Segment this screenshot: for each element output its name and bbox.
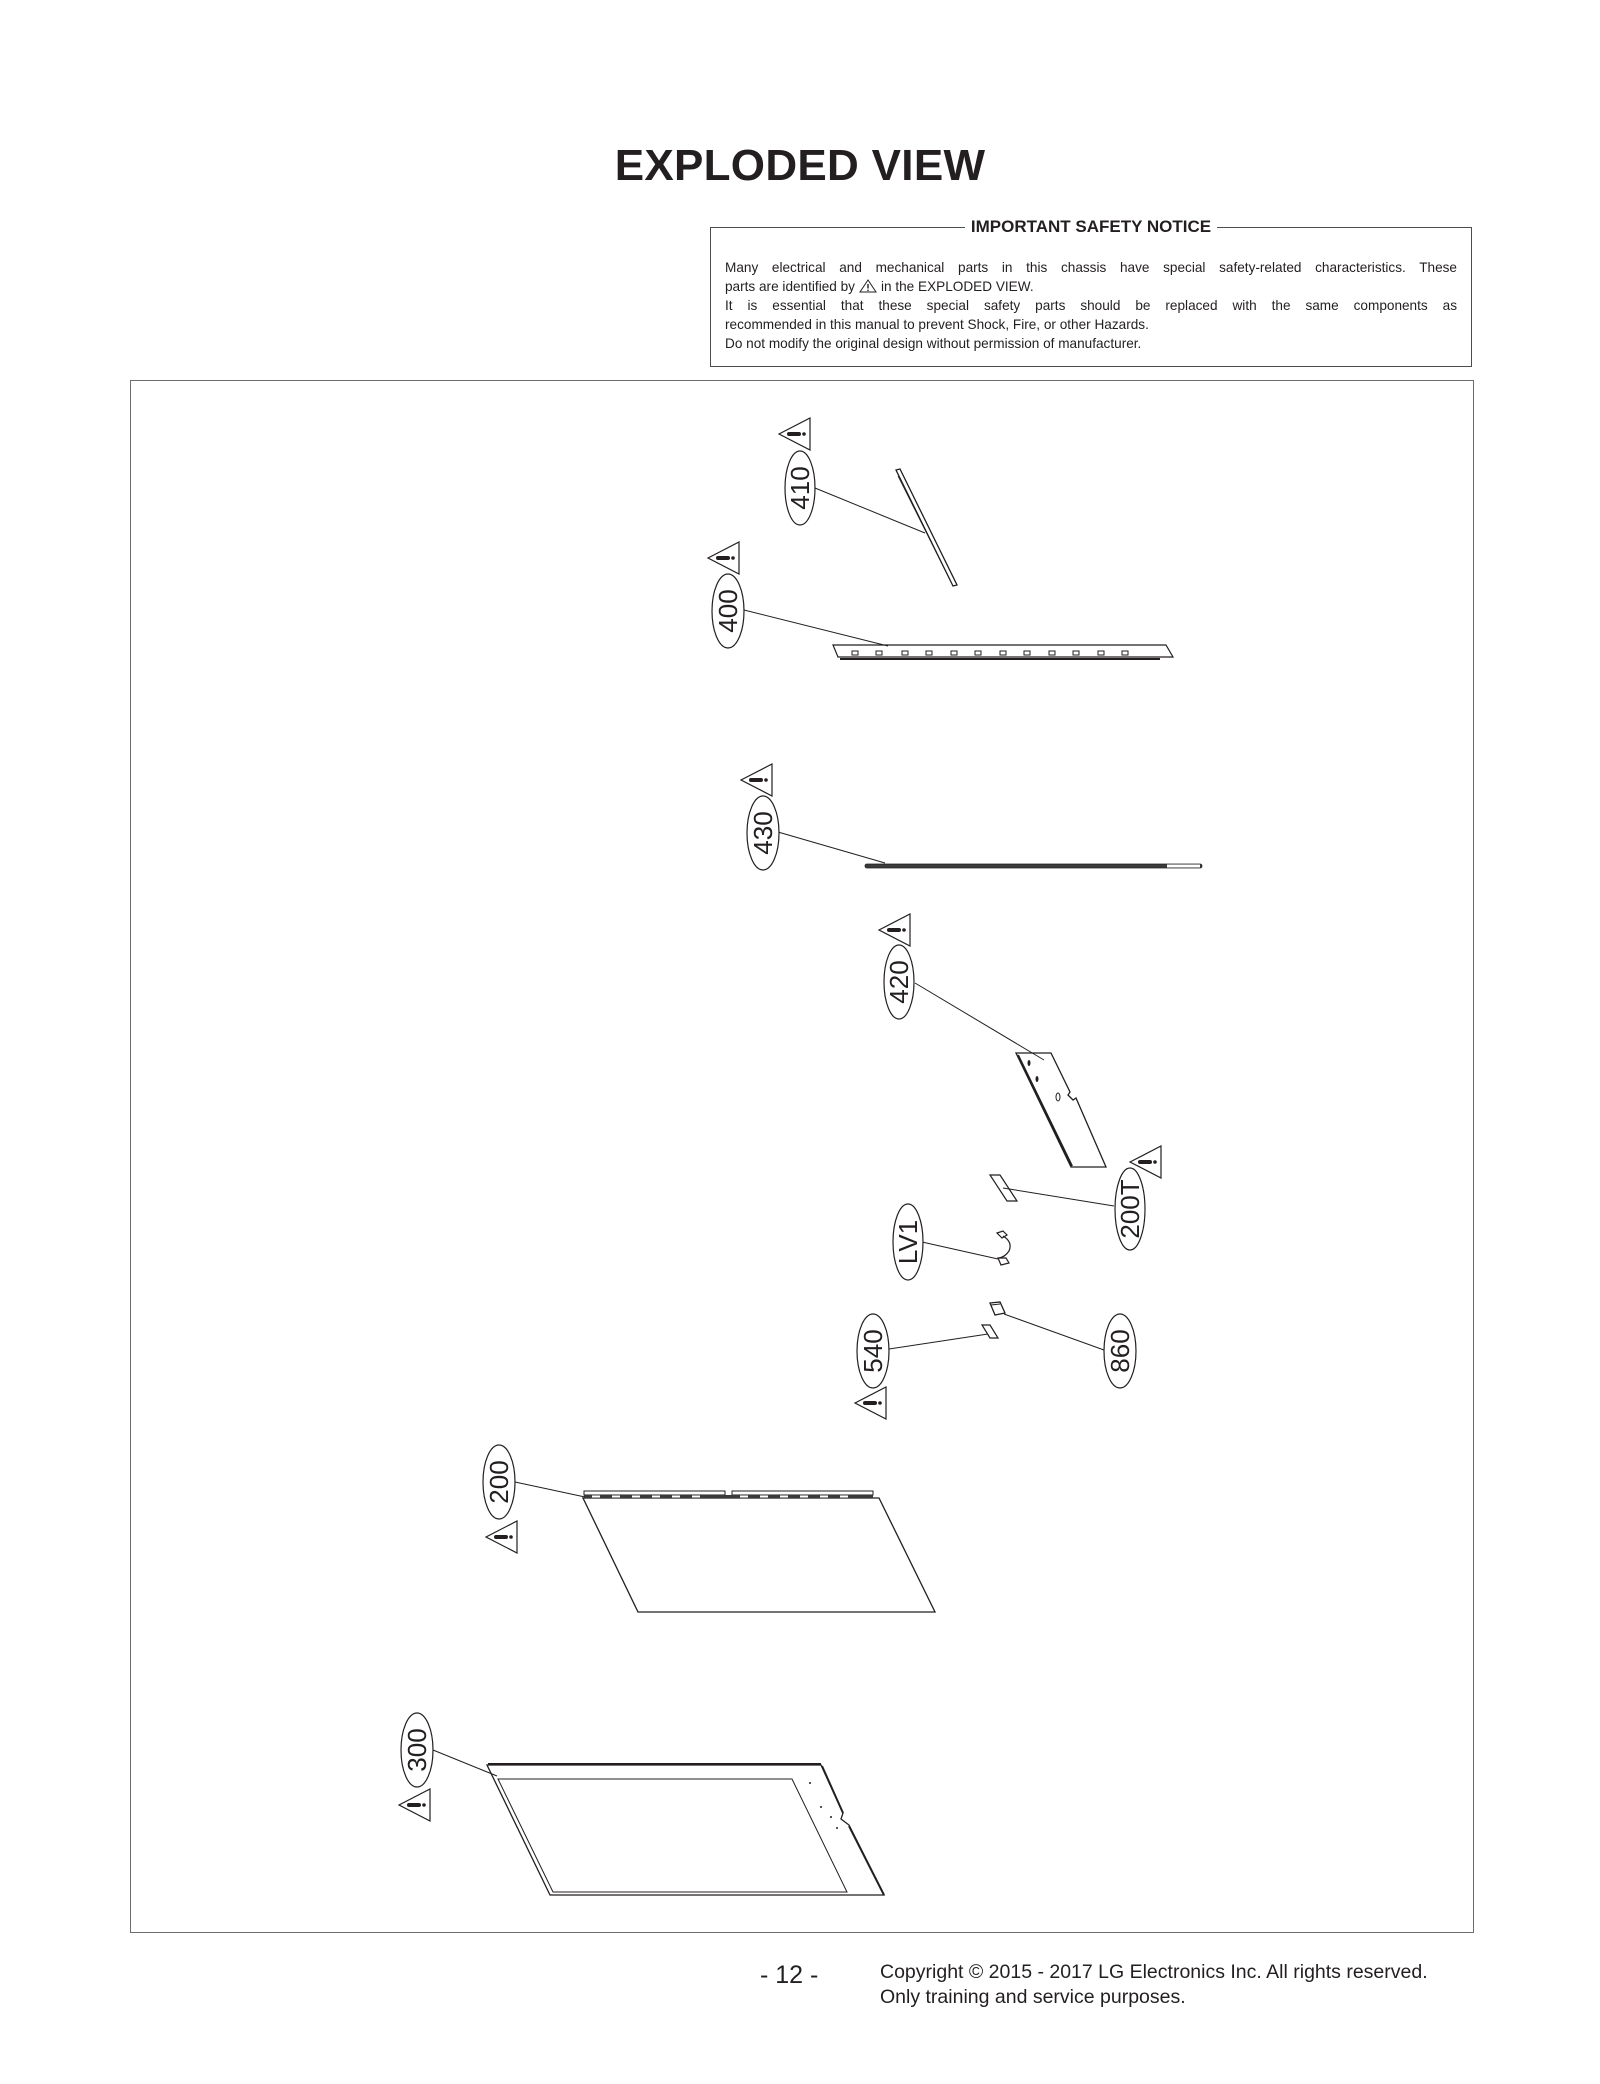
part-LV1[interactable] (997, 1231, 1010, 1265)
callout-label: LV1 (893, 1219, 923, 1265)
leader-540 (889, 1334, 988, 1349)
callout-200T[interactable] (1115, 1168, 1145, 1250)
callout-300[interactable] (401, 1713, 433, 1787)
part-430[interactable] (865, 864, 1202, 868)
part-300[interactable] (487, 1764, 884, 1895)
notice-line-2-end: in the EXPLODED VIEW. (880, 279, 1034, 294)
callout-label: 540 (858, 1329, 888, 1373)
part-420[interactable] (1016, 1053, 1106, 1167)
leader-LV1 (922, 1242, 998, 1259)
callout-430[interactable] (747, 796, 779, 870)
callout-200[interactable] (483, 1445, 515, 1519)
warning-triangle-icon (855, 1387, 886, 1419)
copyright-line-2: Only training and service purposes. (880, 1986, 1186, 2008)
part-860[interactable] (990, 1302, 1005, 1315)
leader-200T (1003, 1188, 1114, 1206)
notice-line-3: It is essential that these special safety parts should be replaced with the same components as (725, 298, 1457, 313)
callout-410[interactable] (785, 451, 815, 525)
warning-triangle-icon (708, 542, 739, 574)
part-540[interactable] (982, 1325, 998, 1338)
copyright-notice (880, 1960, 1428, 2010)
copyright-line-1: Copyright © 2015 - 2017 LG Electronics Inc. All rights reserved. (880, 1961, 1428, 1983)
callout-label: 200T (1115, 1179, 1145, 1239)
callout-label: 400 (713, 589, 743, 633)
part-400[interactable] (833, 645, 1173, 659)
warning-triangle-icon (741, 764, 772, 796)
safety-notice-heading: IMPORTANT SAFETY NOTICE (965, 217, 1217, 236)
callout-label: 200 (484, 1460, 514, 1504)
warning-triangle-icon (486, 1521, 517, 1553)
warning-triangle-icon (879, 914, 910, 946)
leader-200 (515, 1482, 585, 1497)
leader-400 (744, 610, 888, 646)
callout-540[interactable] (857, 1314, 889, 1388)
callout-label: 410 (785, 466, 815, 510)
callout-label: 420 (884, 960, 914, 1004)
part-200[interactable] (583, 1491, 935, 1612)
notice-line-1: Many electrical and mechanical parts in this chassis have special safety-related characteristics. These (725, 260, 1457, 275)
leader-860 (1004, 1314, 1104, 1350)
notice-line-5: Do not modify the original design without permission of manufacturer. (725, 336, 1142, 351)
callout-label: 300 (402, 1728, 432, 1772)
callout-400[interactable] (712, 574, 744, 648)
warning-triangle-icon (399, 1789, 430, 1821)
page-title: EXPLODED VIEW (614, 141, 986, 190)
callout-LV1[interactable] (893, 1204, 923, 1280)
callout-860[interactable] (1104, 1314, 1136, 1388)
leader-420 (915, 983, 1044, 1060)
part-410[interactable] (896, 469, 957, 586)
callout-label: 860 (1105, 1329, 1135, 1373)
notice-line-4: recommended in this manual to prevent Shock, Fire, or other Hazards. (725, 317, 1149, 332)
notice-line-2-start: parts are identified by (725, 279, 855, 294)
page-number: - 12 - (760, 1961, 819, 1989)
leader-300 (433, 1750, 497, 1776)
callout-420[interactable] (884, 945, 914, 1019)
leader-430 (778, 832, 885, 863)
callout-label: 430 (748, 811, 778, 855)
warning-triangle-icon (779, 418, 810, 450)
